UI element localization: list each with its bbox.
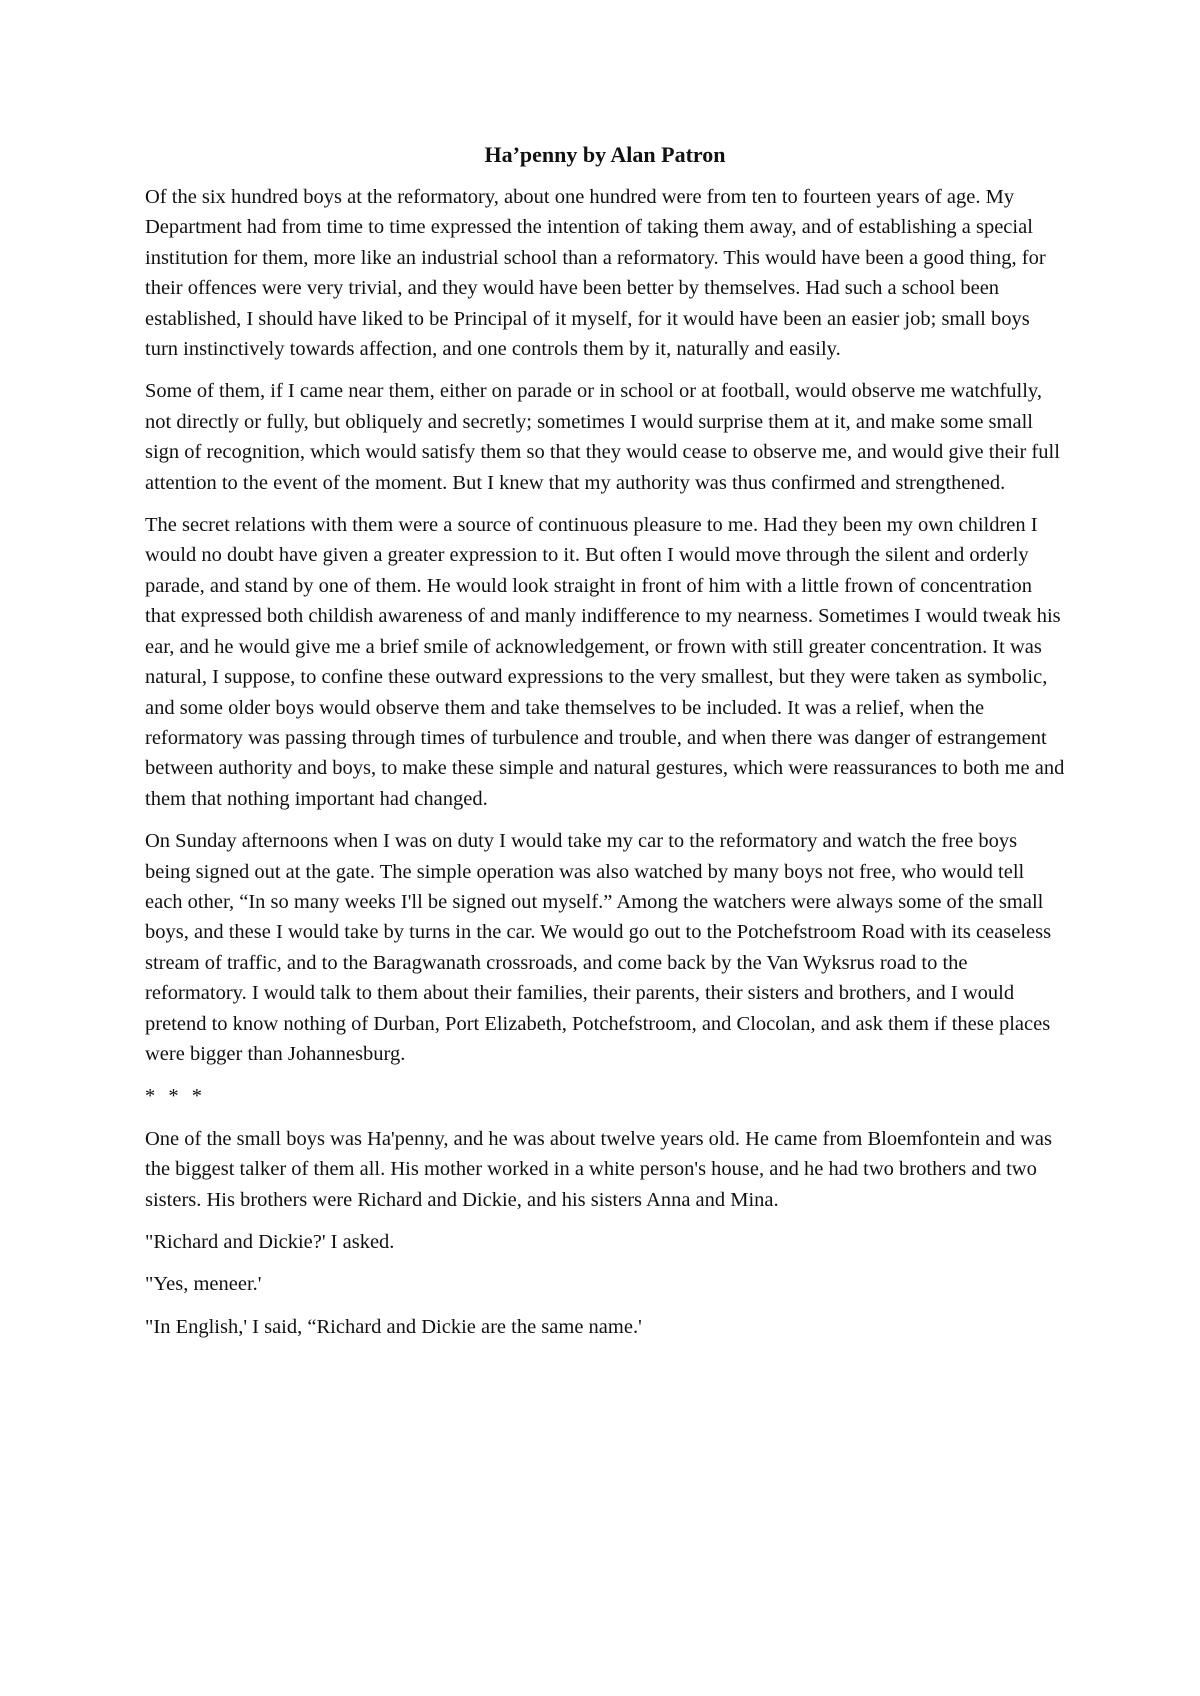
paragraph-2: Some of them, if I came near them, either on parade or in school or at football, would observe me watchfully, not directly or fully, but obliquely and secretly; sometimes I would surprise them at it, and make some small sign of recognition, which would satisfy them so that they would cease to observe me, and would give their full attention to the event of the moment. But I knew that my authority was thus confirmed and strengthened. [145,380,1060,494]
paragraph-1: Of the six hundred boys at the reformatory, about one hundred were from ten to fourteen years of age. My Department had from time to time expressed the intention of taking them away, and of establishing a special institution for them, more like an industrial school than a reformatory. This would have been a good thing, for their offences were very trivial, and they would have been better by themselves. Had such a school been established, I should have liked to be Principal of it myself, for it would have been an easier job; small boys turn instinctively towards affection, and one controls them by it, naturally and easily. [145,186,1046,361]
paragraph-4: On Sunday afternoons when I was on duty I would take my car to the reformatory and watch the free boys being signed out at the gate. The simple operation was also watched by many boys not free, who would tell each other, “In so many weeks I'll be signed out myself.” Among the watchers were always some of the small boys, and these I would take by turns in the car. We would go out to the Potchefstroom Road with its ceaseless stream of traffic, and to the Baragwanath crossroads, and come back by the Van Wyksrus road to the reformatory. I would talk to them about their families, their parents, their sisters and brothers, and I would pretend to know nothing of Durban, Port Elizabeth, Potchefstroom, and Clocolan, and ask them if these places were bigger than Johannesburg. [145,830,1052,1065]
paragraph-5: One of the small boys was Ha'penny, and he was about twelve years old. He came from Bloemfontein and was the biggest talker of them all. His mother worked in a white person's house, and he had two brothers and two sisters. His brothers were Richard and Dickie, and his sisters Anna and Mina. [145,1127,1052,1211]
document-title: Ha’penny by Alan Patron [484,142,726,167]
paragraph-3: The secret relations with them were a source of continuous pleasure to me. Had they been my own children I would no doubt have given a greater expression to it. But often I would move through the silent and orderly parade, and stand by one of them. He would look straight in front of him with a little frown of concentration that expressed both childish awareness of and manly indifference to my nearness. Sometimes I would tweak his ear, and he would give me a brief smile of acknowledgement, or frown with still greater concentration. It was natural, I suppose, to confine these outward expressions to the very smallest, but they were taken as symbolic, and some older boys would observe them and take themselves to be included. It was a relief, when the reformatory was passing through times of turbulence and trouble, and when there was danger of estrangement between authority and boys, to make these simple and natural gestures, which were reassurances to both me and them that nothing important had changed. [145,514,1065,810]
dialogue-line-2: "Yes, meneer.' [145,1273,262,1296]
dialogue-line-3: "In English,' I said, “Richard and Dickie are the same name.' [145,1315,642,1338]
section-break: * * * [145,1085,206,1108]
dialogue-line-1: "Richard and Dickie?' I asked. [145,1231,395,1253]
document-page [145,140,1065,1354]
